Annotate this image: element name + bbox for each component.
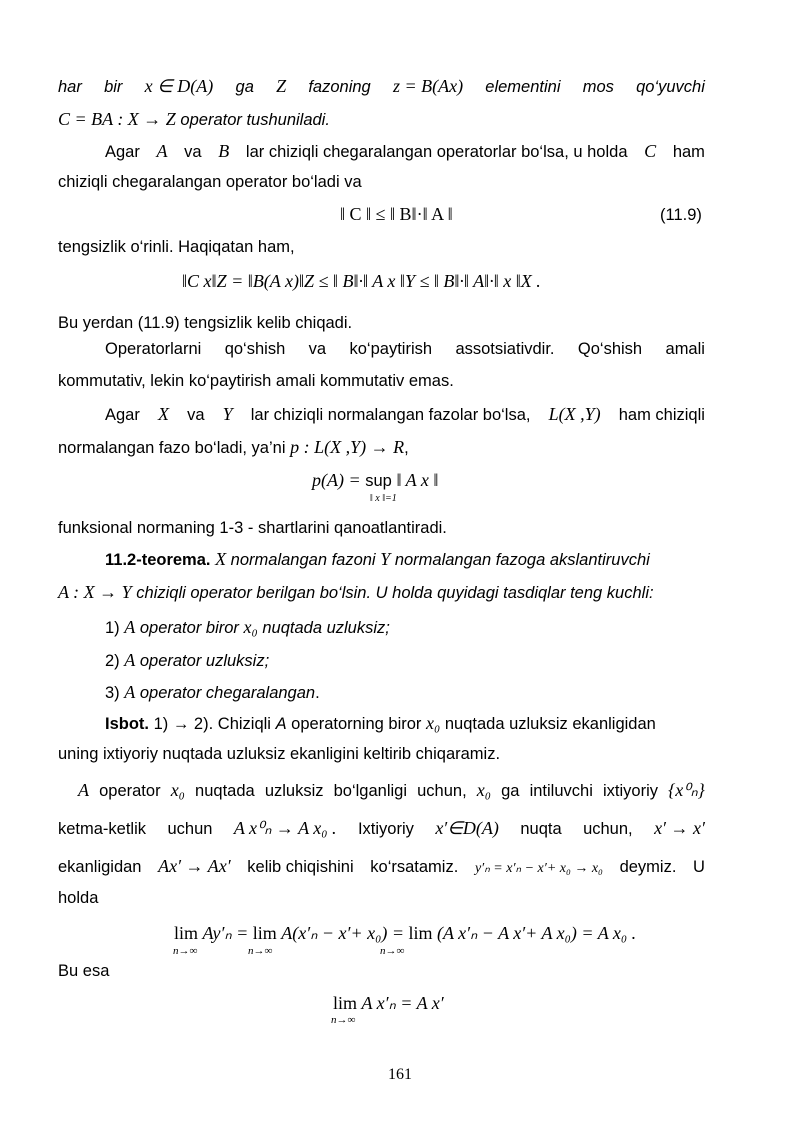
word: deymiz. [619, 858, 677, 876]
equation-sup-norm [312, 470, 438, 491]
word: mos [582, 78, 614, 96]
formula-x-prime-limit: x′ → x′ [654, 818, 705, 838]
period: . [315, 684, 320, 702]
sup-subscript: ‖ x ‖=1 [370, 493, 397, 504]
paragraph-7: funksional normaning 1-3 - shartlarini qanoatlantiradi. [58, 519, 447, 537]
paragraph-5-line-1 [105, 340, 705, 359]
formula-Y: Y [222, 404, 233, 424]
lim-operator: lim [333, 993, 358, 1013]
lim-subscript: n→∞ [248, 945, 273, 957]
formula-x0: x₀ [170, 780, 185, 800]
paragraph-1-line-2 [58, 109, 330, 130]
paragraph-2-line-2: chiziqli chegaralangan operator bo‘ladi va [58, 173, 362, 191]
paragraph-10-line-1 [58, 856, 705, 877]
item-number: 2) [105, 652, 120, 670]
text: operator uzluksiz; [139, 652, 270, 670]
lim-operator: lim [252, 923, 277, 943]
equation-norm-chain: ‖C x‖Z = ‖B(A x)‖Z ≤ ‖ B‖·‖ A x ‖Y ≤ ‖ B‖·‖ A‖·‖ x ‖X . [182, 271, 541, 291]
word: ko‘rsatamiz. [370, 858, 459, 876]
equation-limits [174, 923, 636, 944]
formula-L-X-Y: L(X ,Y) [548, 404, 601, 424]
formula-A-X-to-Y: A : X → Y [58, 582, 132, 602]
text: chiziqli operator berilgan bo‘lsin. U holda quyidagi tasdiqlar teng kuchli: [136, 584, 654, 602]
paragraph-10-line-2: holda [58, 889, 99, 907]
text: lar chiziqli normalangan fazolar bo‘lsa, [250, 406, 531, 424]
formula-part: (A x′ₙ − A x′+ A x₀) = A x₀ . [437, 923, 637, 943]
word: Agar [105, 143, 140, 161]
equation-11-9: ‖ C ‖ ≤ ‖ B‖·‖ A ‖ [340, 204, 453, 224]
word: assotsiativdir. [455, 340, 555, 358]
word: ekanligidan [58, 858, 142, 876]
word: har [58, 78, 82, 96]
lim-operator: lim [408, 923, 433, 943]
word: amali [665, 340, 705, 358]
formula-C: C [644, 141, 657, 161]
word: ga [501, 782, 520, 800]
paragraph-8-line-1 [78, 780, 705, 801]
paragraph-3: tengsizlik o‘rinli. Haqiqatan ham, [58, 238, 295, 256]
lim-subscript: n→∞ [173, 945, 198, 957]
formula-sequence-x0n: {x⁰ₙ} [668, 780, 705, 800]
formula-z-equals-BAx: z = B(Ax) [392, 76, 464, 96]
page-number: 161 [388, 1066, 412, 1083]
formula-A: A [78, 780, 89, 800]
text: normalangan fazoni [230, 551, 376, 569]
text: lar chiziqli chegaralangan operatorlar bo‘lsa, u holda [245, 143, 628, 161]
paragraph-11: Bu esa [58, 962, 110, 980]
item-number: 3) [105, 684, 120, 702]
word: uchun, [583, 820, 633, 838]
formula-Z: Z [276, 76, 287, 96]
formula-part: A x′ₙ = A x′ [361, 993, 444, 1013]
word: nuqta [520, 820, 562, 838]
word: intiluvchi [529, 782, 593, 800]
word: ixtiyoriy [602, 782, 658, 800]
word: Agar [105, 406, 140, 424]
text: nuqtada uzluksiz; [262, 619, 390, 637]
formula-Ax0n-to-Ax0: A x⁰ₙ → A x₀ . [233, 818, 337, 838]
formula-A: A [124, 650, 136, 670]
formula-B: B [218, 141, 230, 161]
item-number: 1) [105, 619, 120, 637]
word: fazoning [308, 78, 371, 96]
formula-x0: x₀ [476, 780, 492, 800]
text: ham chiziqli [618, 406, 705, 424]
formula-x-prime-in-domain: x′∈D(A) [435, 818, 499, 838]
formula-x-in-domain: x ∈ D(A) [144, 76, 214, 96]
formula-A: A [124, 617, 136, 637]
word: nuqtada [195, 782, 255, 800]
word: va [184, 143, 202, 161]
formula-A: A [275, 715, 287, 733]
word: va [308, 340, 327, 358]
list-item [105, 650, 269, 671]
formula-Y: Y [380, 549, 391, 569]
paragraph-1-line-1 [58, 76, 705, 97]
proof-line-1 [105, 713, 656, 734]
list-item [105, 682, 320, 703]
lim-subscript: n→∞ [380, 945, 405, 957]
text: operator chegaralangan [139, 684, 316, 702]
text: normalangan fazo bo‘ladi, ya’ni [58, 439, 286, 457]
theorem-label: 11.2-teorema. [105, 551, 211, 569]
formula-Ax-prime-limit: Ax′ → Ax′ [158, 856, 231, 876]
theorem-line-2 [58, 582, 654, 603]
formula-p-map: p : L(X ,Y) → R [290, 437, 405, 457]
text: kelib chiqishini [247, 858, 354, 876]
formula-y-prime-n: y′ₙ = x′ₙ − x′+ x₀ → x₀ [474, 861, 603, 876]
paragraph-4: Bu yerdan (11.9) tengsizlik kelib chiqadi. [58, 314, 353, 332]
word: bo‘lganligi [333, 782, 407, 800]
lim-subscript: n→∞ [331, 1014, 356, 1026]
paragraph-6-line-2 [58, 437, 409, 458]
proof-line-2: uning ixtiyoriy nuqtada uzluksiz ekanligini keltirib chiqaramiz. [58, 745, 501, 763]
formula-x0: x₀ [243, 617, 258, 637]
word: elementini [485, 78, 561, 96]
word: qo‘yuvchi [636, 78, 705, 96]
word: ko‘paytirish [349, 340, 433, 358]
proof-label: Isbot. [105, 715, 149, 733]
text: normalangan fazoga akslantiruvchi [394, 551, 650, 569]
list-item [105, 617, 390, 638]
theorem-line-1 [105, 549, 650, 570]
paragraph-5-line-2: kommutativ, lekin ko‘paytirish amali kommutativ emas. [58, 372, 454, 390]
word: Ixtiyoriy [357, 820, 414, 838]
word: qo‘shish [224, 340, 286, 358]
paragraph-2-line-1 [105, 141, 705, 162]
sup-operator: sup [365, 472, 392, 490]
formula-norm-Ax: ‖ A x ‖ [396, 470, 439, 490]
paragraph-9-line [58, 818, 705, 839]
equation-limit-result [333, 993, 444, 1014]
formula-X: X [157, 404, 169, 424]
text: nuqtada uzluksiz ekanligidan [444, 715, 656, 733]
formula-p-of-A: p(A) = [312, 470, 361, 490]
paragraph-6-line-1 [105, 404, 705, 425]
word: uchun, [417, 782, 467, 800]
formula-part: Ay′ₙ = [202, 923, 249, 943]
word: ketma-ketlik [58, 820, 147, 838]
word: operator [99, 782, 161, 800]
word: bir [104, 78, 123, 96]
formula-x0: x₀ [426, 713, 441, 733]
text: 1) → 2). Chiziqli [153, 715, 271, 733]
formula-part: A(x′ₙ − x′+ x₀) = [281, 923, 404, 943]
word: va [187, 406, 205, 424]
text: operator biror [139, 619, 239, 637]
text: operatorning biror [291, 715, 422, 733]
equation-label-11-9: (11.9) [660, 206, 702, 224]
word: Operatorlarni [105, 340, 202, 358]
lim-operator: lim [174, 923, 199, 943]
text: operator tushuniladi. [180, 111, 330, 129]
comma: , [404, 439, 409, 457]
formula-A: A [124, 682, 136, 702]
word: uchun [167, 820, 213, 838]
formula-A: A [156, 141, 168, 161]
word: Qo‘shish [577, 340, 643, 358]
word: uzluksiz [264, 782, 324, 800]
word: ham [672, 143, 705, 161]
formula-C-equals-BA: C = BA : X → Z [58, 109, 176, 129]
word: ga [235, 78, 254, 96]
word: U [693, 858, 705, 876]
formula-X: X [215, 549, 227, 569]
